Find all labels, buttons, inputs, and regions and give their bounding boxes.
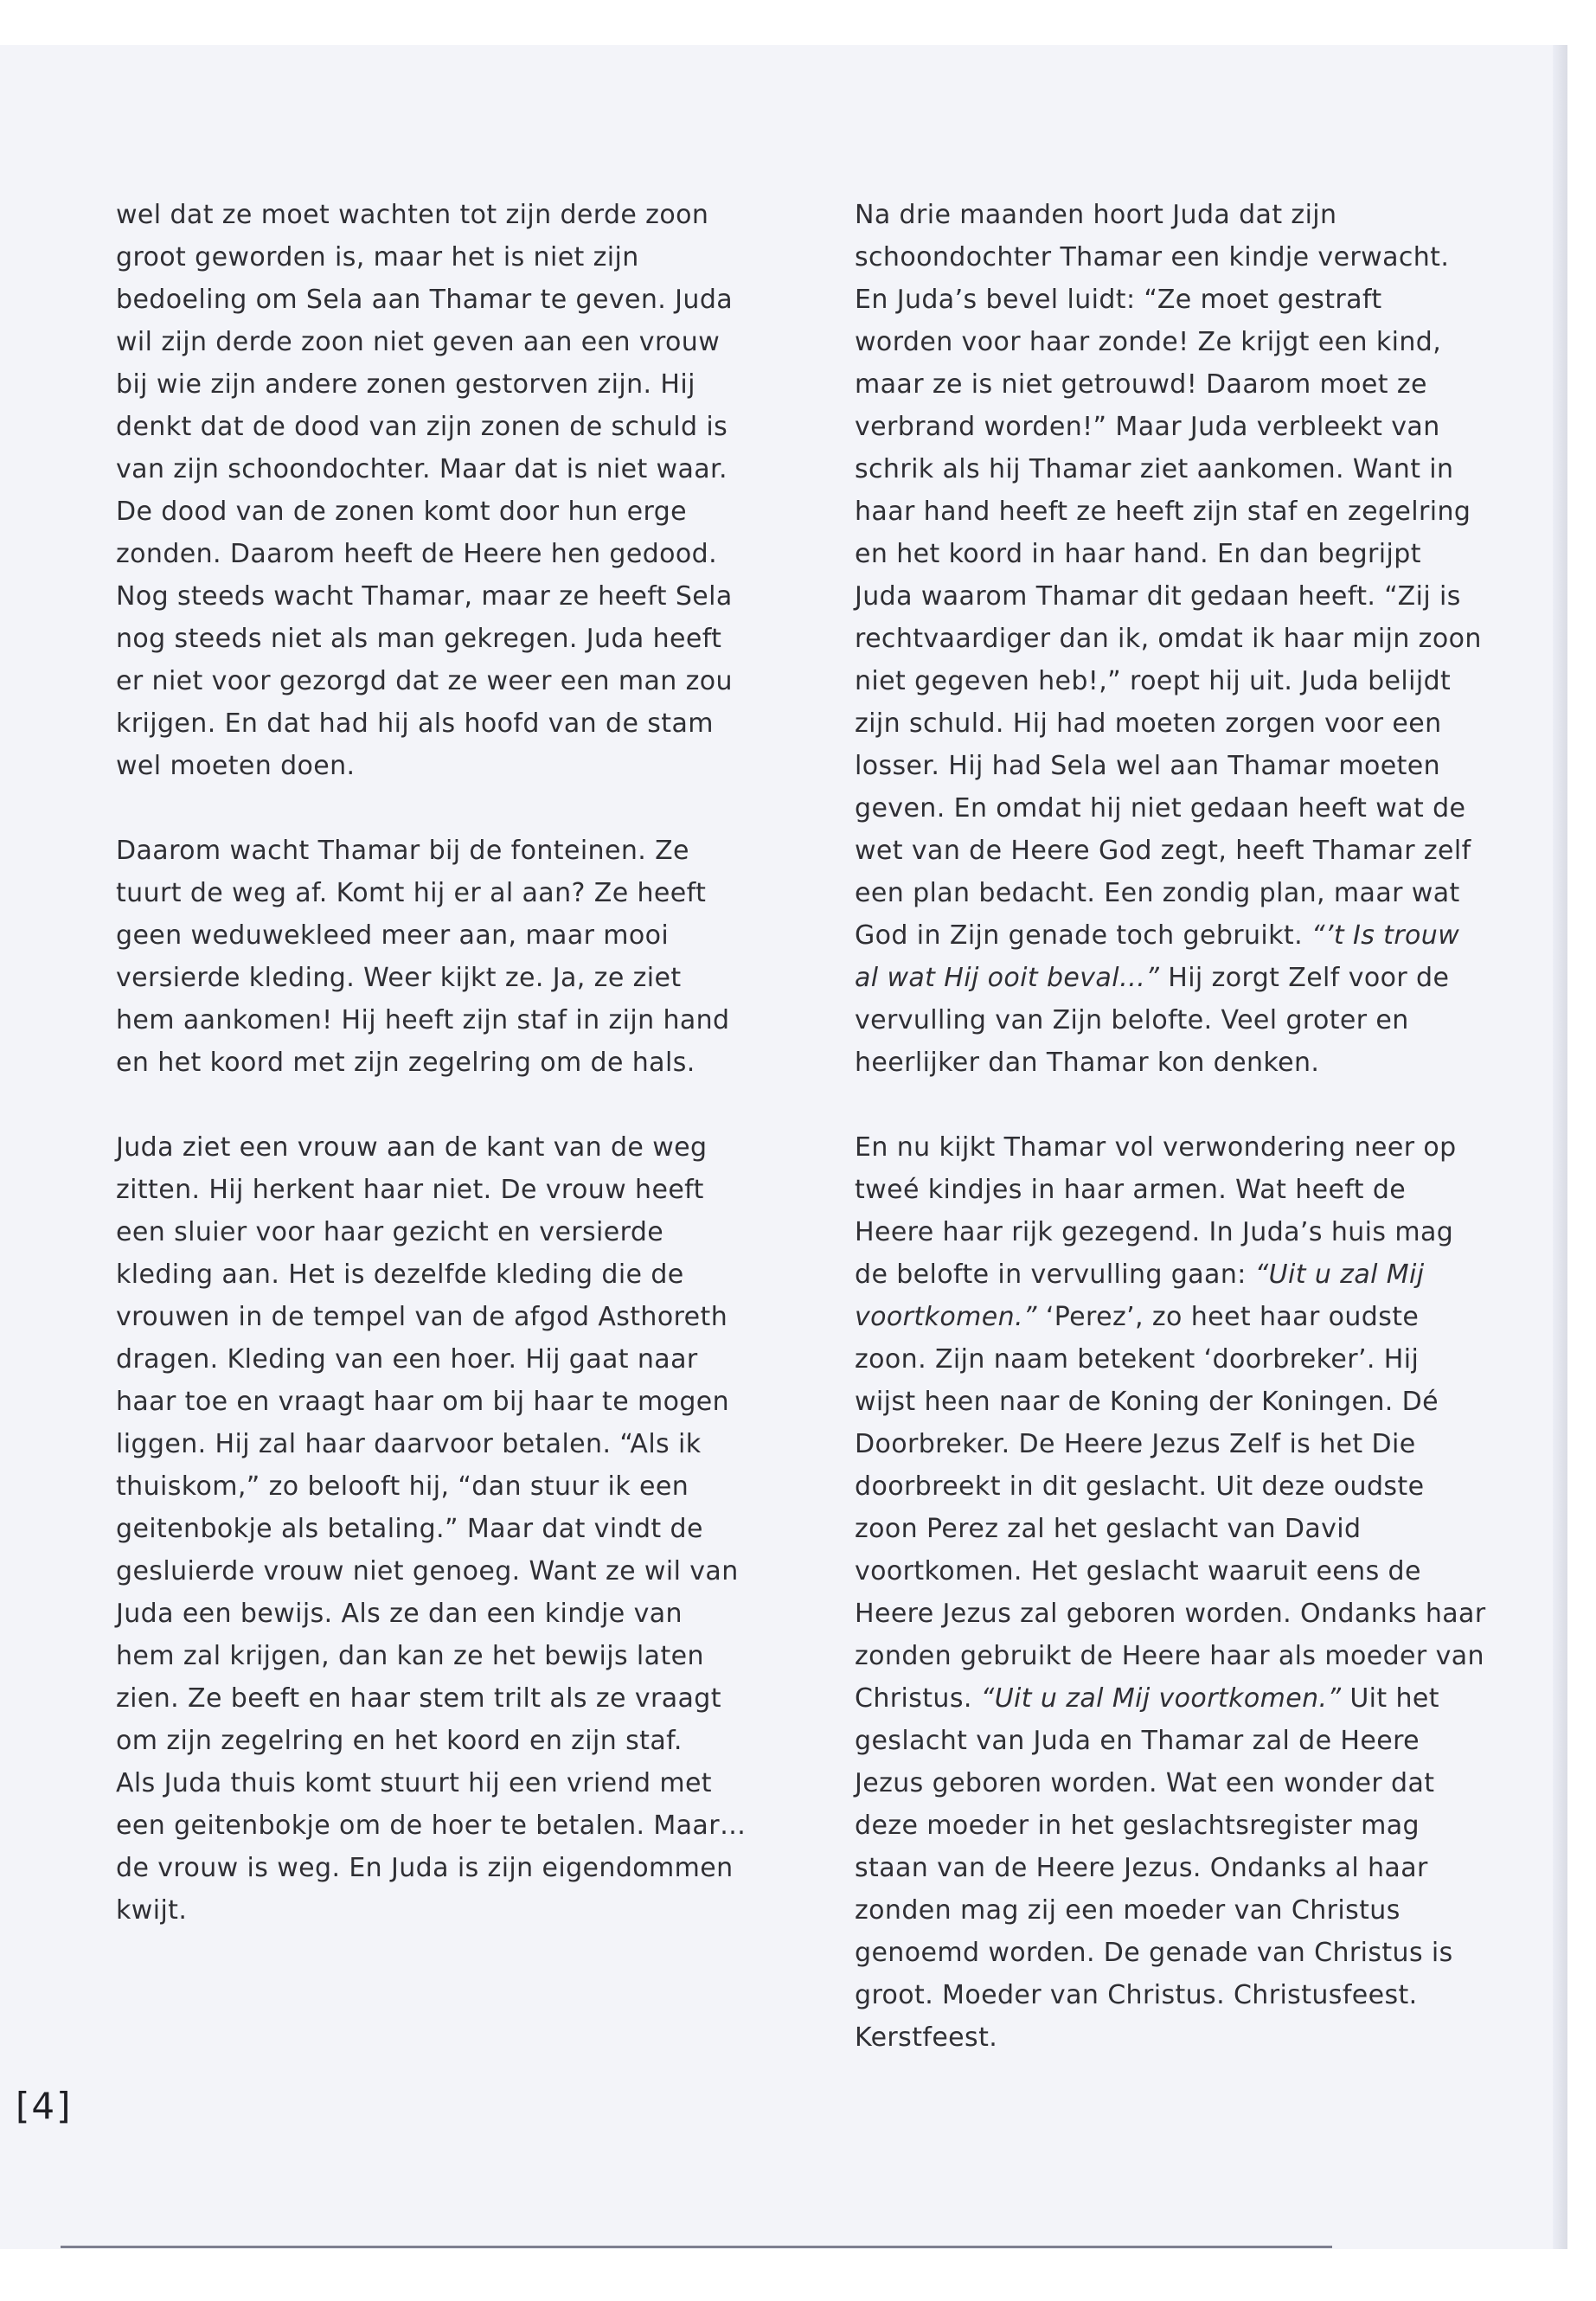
left-paragraph-4: Als Juda thuis komt stuurt hij een vriend met een geitenbokje om de hoer te betalen. Maar… de vrouw is weg. En Juda is zijn eigendommen kwijt. xyxy=(116,1768,747,1926)
right-p1-text-b: Hij zorgt Zelf voor de vervulling van Zijn belofte. Veel groter en heerlijker dan Thamar kon denken. xyxy=(855,963,1450,1078)
right-paragraph-2 xyxy=(855,1126,1486,2059)
right-p2-text-b: ‘Perez’, zo heet haar oudste zoon. Zijn naam betekent ‘doorbreker’. Hij wijst heen naar de Koning der Koningen. Dé Doorbreker. De Heere Jezus Zelf is het Die doorbreekt in dit geslacht. Uit deze oudste zoon Perez zal het geslacht van David voortkomen. Het geslacht waaruit eens de Heere Jezus zal geboren worden. Ondanks haar zonden gebruikt de Heere haar als moeder van Christus. xyxy=(855,1302,1486,1714)
promise-quote-1: “Uit u zal Mij voortkomen.” xyxy=(855,1259,1425,1332)
left-text-column xyxy=(116,194,747,1932)
left-paragraph-1: wel dat ze moet wachten tot zijn derde zoon groot geworden is, maar het is niet zijn bedoeling om Sela aan Thamar te geven. Juda wil zijn derde zoon niet geven aan een vrouw bij wie zijn andere zonen gestorven zijn. Hij denkt dat de dood van zijn zonen de schuld is van zijn schoondochter. Maar dat is niet waar. De dood van de zonen komt door hun erge zonden. Daarom heeft de Heere hen gedood. Nog steeds wacht Thamar, maar ze heeft Sela nog steeds niet als man gekregen. Juda heeft er niet voor gezorgd dat ze weer een man zou krijgen. En dat had hij als hoofd van de stam wel moeten doen. xyxy=(116,200,734,781)
left-paragraph-2: Daarom wacht Thamar bij de fonteinen. Ze tuurt de weg af. Komt hij er al aan? Ze heeft geen weduwekleed meer aan, maar mooi versierde kleding. Weer kijkt ze. Ja, ze ziet hem aankomen! Hij heeft zijn staf in zijn hand en het koord met zijn zegelring om de hals. xyxy=(116,836,730,1078)
right-p2-text-c: Uit het geslacht van Juda en Thamar zal de Heere Jezus geboren worden. Wat een wonder dat deze moeder in het geslachtsregister mag staan van de Heere Jezus. Ondanks al haar zonden mag zij een moeder van Christus genoemd worden. De genade van Christus is groot. Moeder van Christus. Christusfeest. Kerstfeest. xyxy=(855,1683,1453,2053)
psalm-quote: “’t Is trouw al wat Hij ooit beval…” xyxy=(855,920,1460,993)
right-p2-text-a: En nu kijkt Thamar vol verwondering neer op tweé kindjes in haar armen. Wat heeft de Heere haar rijk gezegend. In Juda’s huis mag de belofte in vervulling gaan: xyxy=(855,1132,1457,1290)
right-paragraph-1 xyxy=(855,194,1486,1084)
page-number: [4] xyxy=(16,2085,73,2127)
magazine-page xyxy=(0,45,1567,2249)
promise-quote-2: “Uit u zal Mij voortkomen.” xyxy=(980,1683,1342,1714)
right-text-column xyxy=(855,194,1486,2059)
bottom-rule xyxy=(61,2246,1332,2248)
left-paragraph-3: Juda ziet een vrouw aan de kant van de weg zitten. Hij herkent haar niet. De vrouw heeft een sluier voor haar gezicht en versierde kleding aan. Het is dezelfde kleding die de vrouwen in de tempel van de afgod Asthoreth dragen. Kleding van een hoer. Hij gaat naar haar toe en vraagt haar om bij haar te mogen liggen. Hij zal haar daarvoor betalen. “Als ik thuiskom,” zo belooft hij, “dan stuur ik een geitenbokje als betaling.” Maar dat vindt de gesluierde vrouw niet genoeg. Want ze wil van Juda een bewijs. Als ze dan een kindje van hem zal krijgen, dan kan ze het bewijs laten zien. Ze beeft en haar stem trilt als ze vraagt om zijn zegelring en het koord en zijn staf. xyxy=(116,1132,739,1756)
right-p1-text-a: Na drie maanden hoort Juda dat zijn schoondochter Thamar een kindje verwacht. En Juda’s bevel luidt: “Ze moet gestraft worden voor haar zonde! Ze krijgt een kind, maar ze is niet getrouwd! Daarom moet ze verbrand worden!” Maar Juda verbleekt van schrik als hij Thamar ziet aankomen. Want in haar hand heeft ze heeft zijn staf en zegelring en het koord in haar hand. En dan begrijpt Juda waarom Thamar dit gedaan heeft. “Zij is rechtvaardiger dan ik, omdat ik haar mijn zoon niet gegeven heb!,” roept hij uit. Juda belijdt zijn schuld. Hij had moeten zorgen voor een losser. Hij had Sela wel aan Thamar moeten geven. En omdat hij niet gedaan heeft wat de wet van de Heere God zegt, heeft Thamar zelf een plan bedacht. Een zondig plan, maar wat God in Zijn genade toch gebruikt. xyxy=(855,200,1482,951)
page-edge-shadow xyxy=(1553,45,1567,2249)
